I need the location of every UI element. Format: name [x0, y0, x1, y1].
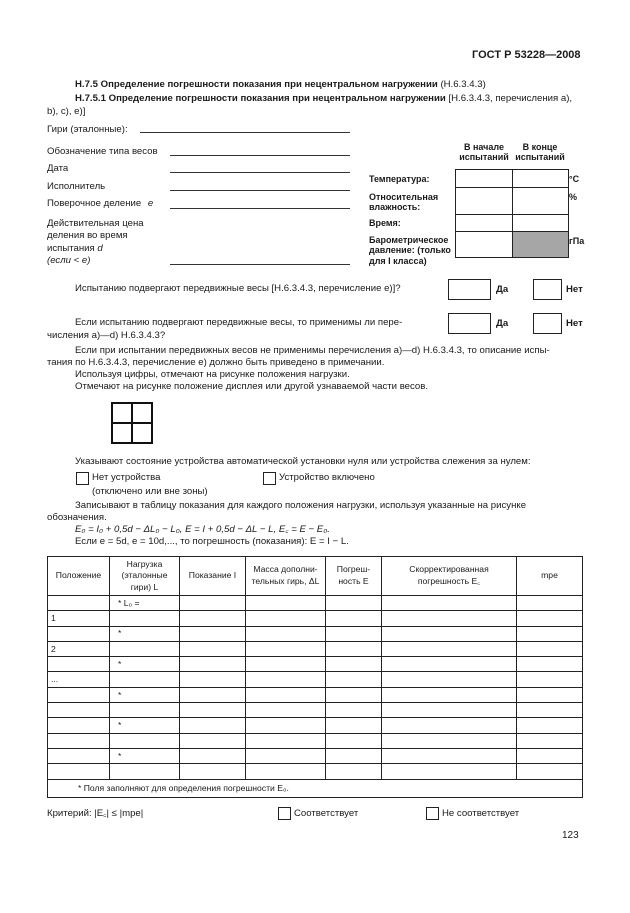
cell-position[interactable]: ...: [48, 672, 110, 687]
cell-mpe[interactable]: [517, 672, 583, 687]
no-device-label: Нет устройства: [92, 472, 161, 483]
cell-add-weights[interactable]: [246, 718, 326, 733]
table-row: [48, 703, 583, 718]
cell-mpe[interactable]: [517, 733, 583, 748]
cell-position[interactable]: [48, 657, 110, 672]
executor-label: Исполнитель: [47, 181, 106, 192]
q2-no-box[interactable]: [533, 313, 562, 334]
date-line[interactable]: [170, 172, 350, 173]
humidity-unit: %: [569, 192, 578, 202]
cell-indication[interactable]: [180, 596, 246, 611]
cell-indication[interactable]: [180, 733, 246, 748]
device-on-checkbox[interactable]: [263, 472, 276, 485]
time-start-cell[interactable]: [456, 215, 513, 232]
actual-line-3-sym: d: [97, 242, 103, 254]
cell-load[interactable]: [110, 764, 180, 779]
section-h751: [75, 93, 572, 105]
q1-no-label: Нет: [566, 284, 583, 295]
para-record-2: обозначения.: [47, 512, 107, 523]
col-load: Нагрузка (эталонные гири) L: [110, 557, 180, 596]
measurement-table: [47, 556, 583, 798]
cell-indication[interactable]: [180, 657, 246, 672]
actual-div-label: [47, 218, 144, 267]
question-applicable-1: Если испытанию подвергают передвижные весы, то применимы ли пере-: [75, 317, 403, 328]
humidity-label: Относительная влажность:: [369, 192, 439, 213]
col-corrected-error: Скорректированная погрешность E꜀: [382, 557, 517, 596]
col-error: Погреш-ность E: [326, 557, 382, 596]
cell-mpe[interactable]: [517, 687, 583, 702]
cell-corrected-error[interactable]: [382, 687, 517, 702]
cell-corrected-error[interactable]: [382, 641, 517, 656]
executor-line[interactable]: [170, 190, 350, 191]
cell-load[interactable]: [110, 672, 180, 687]
cell-add-weights[interactable]: [246, 657, 326, 672]
table-footnote-row: [48, 779, 583, 797]
cell-position[interactable]: [48, 718, 110, 733]
col-position: Положение: [48, 557, 110, 596]
cell-error[interactable]: [326, 672, 382, 687]
device-on-label: Устройство включено: [279, 472, 375, 483]
cell-load[interactable]: *: [110, 657, 180, 672]
cell-corrected-error[interactable]: [382, 718, 517, 733]
time-end-cell[interactable]: [513, 215, 569, 232]
pass-checkbox[interactable]: [278, 807, 291, 820]
cell-error[interactable]: [326, 596, 382, 611]
table-row: [48, 733, 583, 748]
cell-load[interactable]: *: [110, 718, 180, 733]
cell-add-weights[interactable]: [246, 672, 326, 687]
col-mpe: mpe: [517, 557, 583, 596]
cell-add-weights[interactable]: [246, 626, 326, 641]
col-start-header: В начале испытаний: [459, 142, 509, 162]
cell-indication[interactable]: [180, 626, 246, 641]
para-positions: Используя цифры, отмечают на рисунке положения нагрузки.: [75, 369, 350, 380]
question-applicable-2: числения а)—d) Н.6.3.4.3?: [47, 330, 166, 341]
h751-title: Определение погрешности показания при нецентральном нагружении: [108, 93, 446, 104]
no-device-checkbox[interactable]: [76, 472, 89, 485]
table-row: [48, 748, 583, 763]
cell-load[interactable]: [110, 703, 180, 718]
humidity-start-cell[interactable]: [456, 188, 513, 215]
para-record-1: Записывают в таблицу показания для каждого положения нагрузки, используя указанные на рисунке: [75, 500, 527, 511]
cell-indication[interactable]: [180, 687, 246, 702]
criterion-label: Критерий: |E꜀| ≤ |mpe|: [47, 808, 144, 819]
cell-add-weights[interactable]: [246, 687, 326, 702]
h751-ref-cont: b), c), e)]: [47, 106, 86, 117]
verif-div-label: [47, 198, 153, 210]
cell-load[interactable]: [110, 611, 180, 626]
cell-indication[interactable]: [180, 703, 246, 718]
cell-mpe[interactable]: [517, 596, 583, 611]
no-device-note: (отключено или вне зоны): [92, 486, 208, 497]
cell-error[interactable]: [326, 626, 382, 641]
type-label: Обозначение типа весов: [47, 146, 158, 157]
cell-add-weights[interactable]: [246, 733, 326, 748]
cell-position[interactable]: [48, 596, 110, 611]
table-row: [48, 764, 583, 779]
type-line[interactable]: [170, 155, 350, 156]
q2-yes-label: Да: [496, 318, 509, 329]
cell-corrected-error[interactable]: [382, 748, 517, 763]
col-indication: Показание I: [180, 557, 246, 596]
cell-error[interactable]: [326, 611, 382, 626]
h75-number: H.7.5: [75, 79, 98, 90]
temp-unit: °С: [569, 174, 580, 184]
cell-error[interactable]: [326, 748, 382, 763]
cell-load[interactable]: *: [110, 626, 180, 641]
cell-corrected-error[interactable]: [382, 703, 517, 718]
table-body: [48, 596, 583, 780]
actual-line-3: [47, 243, 144, 255]
cell-add-weights[interactable]: [246, 748, 326, 763]
table-header-row: [48, 557, 583, 596]
cell-corrected-error[interactable]: [382, 733, 517, 748]
actual-line-1: Действительная цена: [47, 218, 144, 229]
actual-line-3-text: испытания: [47, 242, 95, 254]
pressure-end-cell: [513, 232, 569, 258]
date-label: Дата: [47, 163, 69, 174]
cell-corrected-error[interactable]: [382, 672, 517, 687]
verif-div-sym: e: [147, 198, 154, 209]
cell-add-weights[interactable]: [246, 611, 326, 626]
cell-load[interactable]: [110, 641, 180, 656]
cell-position[interactable]: [48, 687, 110, 702]
cell-load[interactable]: *: [110, 687, 180, 702]
q2-yes-box[interactable]: [448, 313, 491, 334]
cell-mpe[interactable]: [517, 718, 583, 733]
para-mobile-2: тания по Н.6.3.4.3, перечисление е) должно быть приведено в примечании.: [47, 357, 385, 368]
cell-indication[interactable]: [180, 718, 246, 733]
cell-error[interactable]: [326, 733, 382, 748]
cell-add-weights[interactable]: [246, 703, 326, 718]
q2-no-label: Нет: [566, 318, 583, 329]
cell-corrected-error[interactable]: [382, 764, 517, 779]
cell-mpe[interactable]: [517, 626, 583, 641]
pressure-unit: гПа: [569, 236, 585, 246]
table-row: [48, 687, 583, 702]
cell-mpe[interactable]: [517, 641, 583, 656]
fail-checkbox[interactable]: [426, 807, 439, 820]
cell-position[interactable]: [48, 626, 110, 641]
table-footnote: * Поля заполняют для определения погрешности E₀.: [48, 779, 583, 797]
cell-error[interactable]: [326, 687, 382, 702]
formula-errors: E₀ = I₀ + 0,5d − ΔL₀ − L₀, E = I + 0,5d − ΔL − L, E꜀ = E − E₀.: [75, 524, 330, 535]
cell-position[interactable]: 2: [48, 641, 110, 656]
table-row: [48, 657, 583, 672]
cell-mpe[interactable]: [517, 657, 583, 672]
q1-yes-box[interactable]: [448, 279, 491, 300]
cell-corrected-error[interactable]: [382, 657, 517, 672]
cell-position[interactable]: [48, 764, 110, 779]
weights-line[interactable]: [140, 132, 350, 133]
temp-start-cell[interactable]: [456, 170, 513, 188]
time-label: Время:: [369, 218, 401, 228]
actual-div-line[interactable]: [170, 264, 350, 265]
cell-mpe[interactable]: [517, 764, 583, 779]
cell-corrected-error[interactable]: [382, 611, 517, 626]
h75-title: Определение погрешности показания при нецентральном нагружении: [100, 79, 438, 90]
load-position-grid[interactable]: [111, 402, 153, 444]
formula-simple: Если e = 5d, e = 10d,..., то погрешность (показания): E = I − L.: [75, 536, 349, 547]
pressure-label: Барометрическое давление: (только для I класса): [369, 235, 451, 266]
verif-div-text: Поверочное деление: [47, 198, 142, 209]
h751-number: H.7.5.1: [75, 93, 106, 104]
cell-error[interactable]: [326, 718, 382, 733]
col-add-weights: Масса дополни-тельных гирь, ΔL: [246, 557, 326, 596]
cell-add-weights[interactable]: [246, 641, 326, 656]
cell-indication[interactable]: [180, 764, 246, 779]
cell-corrected-error[interactable]: [382, 596, 517, 611]
cell-error[interactable]: [326, 764, 382, 779]
cell-indication[interactable]: [180, 748, 246, 763]
cell-indication[interactable]: [180, 641, 246, 656]
cell-position[interactable]: 1: [48, 611, 110, 626]
actual-line-2: деления во время: [47, 230, 128, 242]
table-row: [48, 596, 583, 611]
table-row: [48, 672, 583, 687]
cell-indication[interactable]: [180, 611, 246, 626]
cell-corrected-error[interactable]: [382, 626, 517, 641]
cell-add-weights[interactable]: [246, 764, 326, 779]
cell-position[interactable]: [48, 733, 110, 748]
temp-label: Температура:: [369, 174, 430, 184]
table-row: [48, 718, 583, 733]
actual-line-4: (если < e): [47, 254, 91, 266]
page-number: 123: [562, 830, 579, 841]
h75-ref: (Н.6.3.4.3): [440, 79, 486, 90]
cell-add-weights[interactable]: [246, 596, 326, 611]
pass-label: Соответствует: [294, 808, 359, 819]
para-display: Отмечают на рисунке положение дисплея или другой узнаваемой части весов.: [75, 381, 429, 392]
cell-mpe[interactable]: [517, 611, 583, 626]
cell-error[interactable]: [326, 657, 382, 672]
cell-position[interactable]: [48, 748, 110, 763]
cell-position[interactable]: [48, 703, 110, 718]
section-h75: [75, 79, 486, 91]
table-row: [48, 611, 583, 626]
table-row: [48, 641, 583, 656]
cell-mpe[interactable]: [517, 703, 583, 718]
table-row: [48, 626, 583, 641]
col-end-header: В конце испытаний: [515, 142, 565, 162]
q1-yes-label: Да: [496, 284, 509, 295]
fail-label: Не соответствует: [442, 808, 520, 819]
question-mobile: Испытанию подвергают передвижные весы [Н.6.3.4.3, перечисление е)]?: [75, 283, 401, 294]
cell-load[interactable]: [110, 733, 180, 748]
standard-number: ГОСТ Р 53228—2008: [472, 49, 581, 61]
para-mobile-1: Если при испытании передвижных весов не применимы перечисления а)—d) Н.6.3.4.3, то описание испы-: [75, 345, 550, 356]
verif-div-line[interactable]: [170, 208, 350, 209]
cell-error[interactable]: [326, 703, 382, 718]
cell-load[interactable]: *: [110, 748, 180, 763]
weights-label: Гири (эталонные):: [47, 124, 128, 135]
conditions-table: [455, 169, 569, 258]
cell-indication[interactable]: [180, 672, 246, 687]
pressure-start-cell[interactable]: [456, 232, 513, 258]
q1-no-box[interactable]: [533, 279, 562, 300]
cell-mpe[interactable]: [517, 748, 583, 763]
cell-load[interactable]: * L₀ =: [110, 596, 180, 611]
humidity-end-cell[interactable]: [513, 188, 569, 215]
cell-error[interactable]: [326, 641, 382, 656]
para-zero-device: Указывают состояние устройства автоматической установки нуля или устройства слежения за нулем:: [75, 456, 531, 467]
temp-end-cell[interactable]: [513, 170, 569, 188]
h751-ref: [Н.6.3.4.3, перечисления а),: [448, 93, 573, 104]
